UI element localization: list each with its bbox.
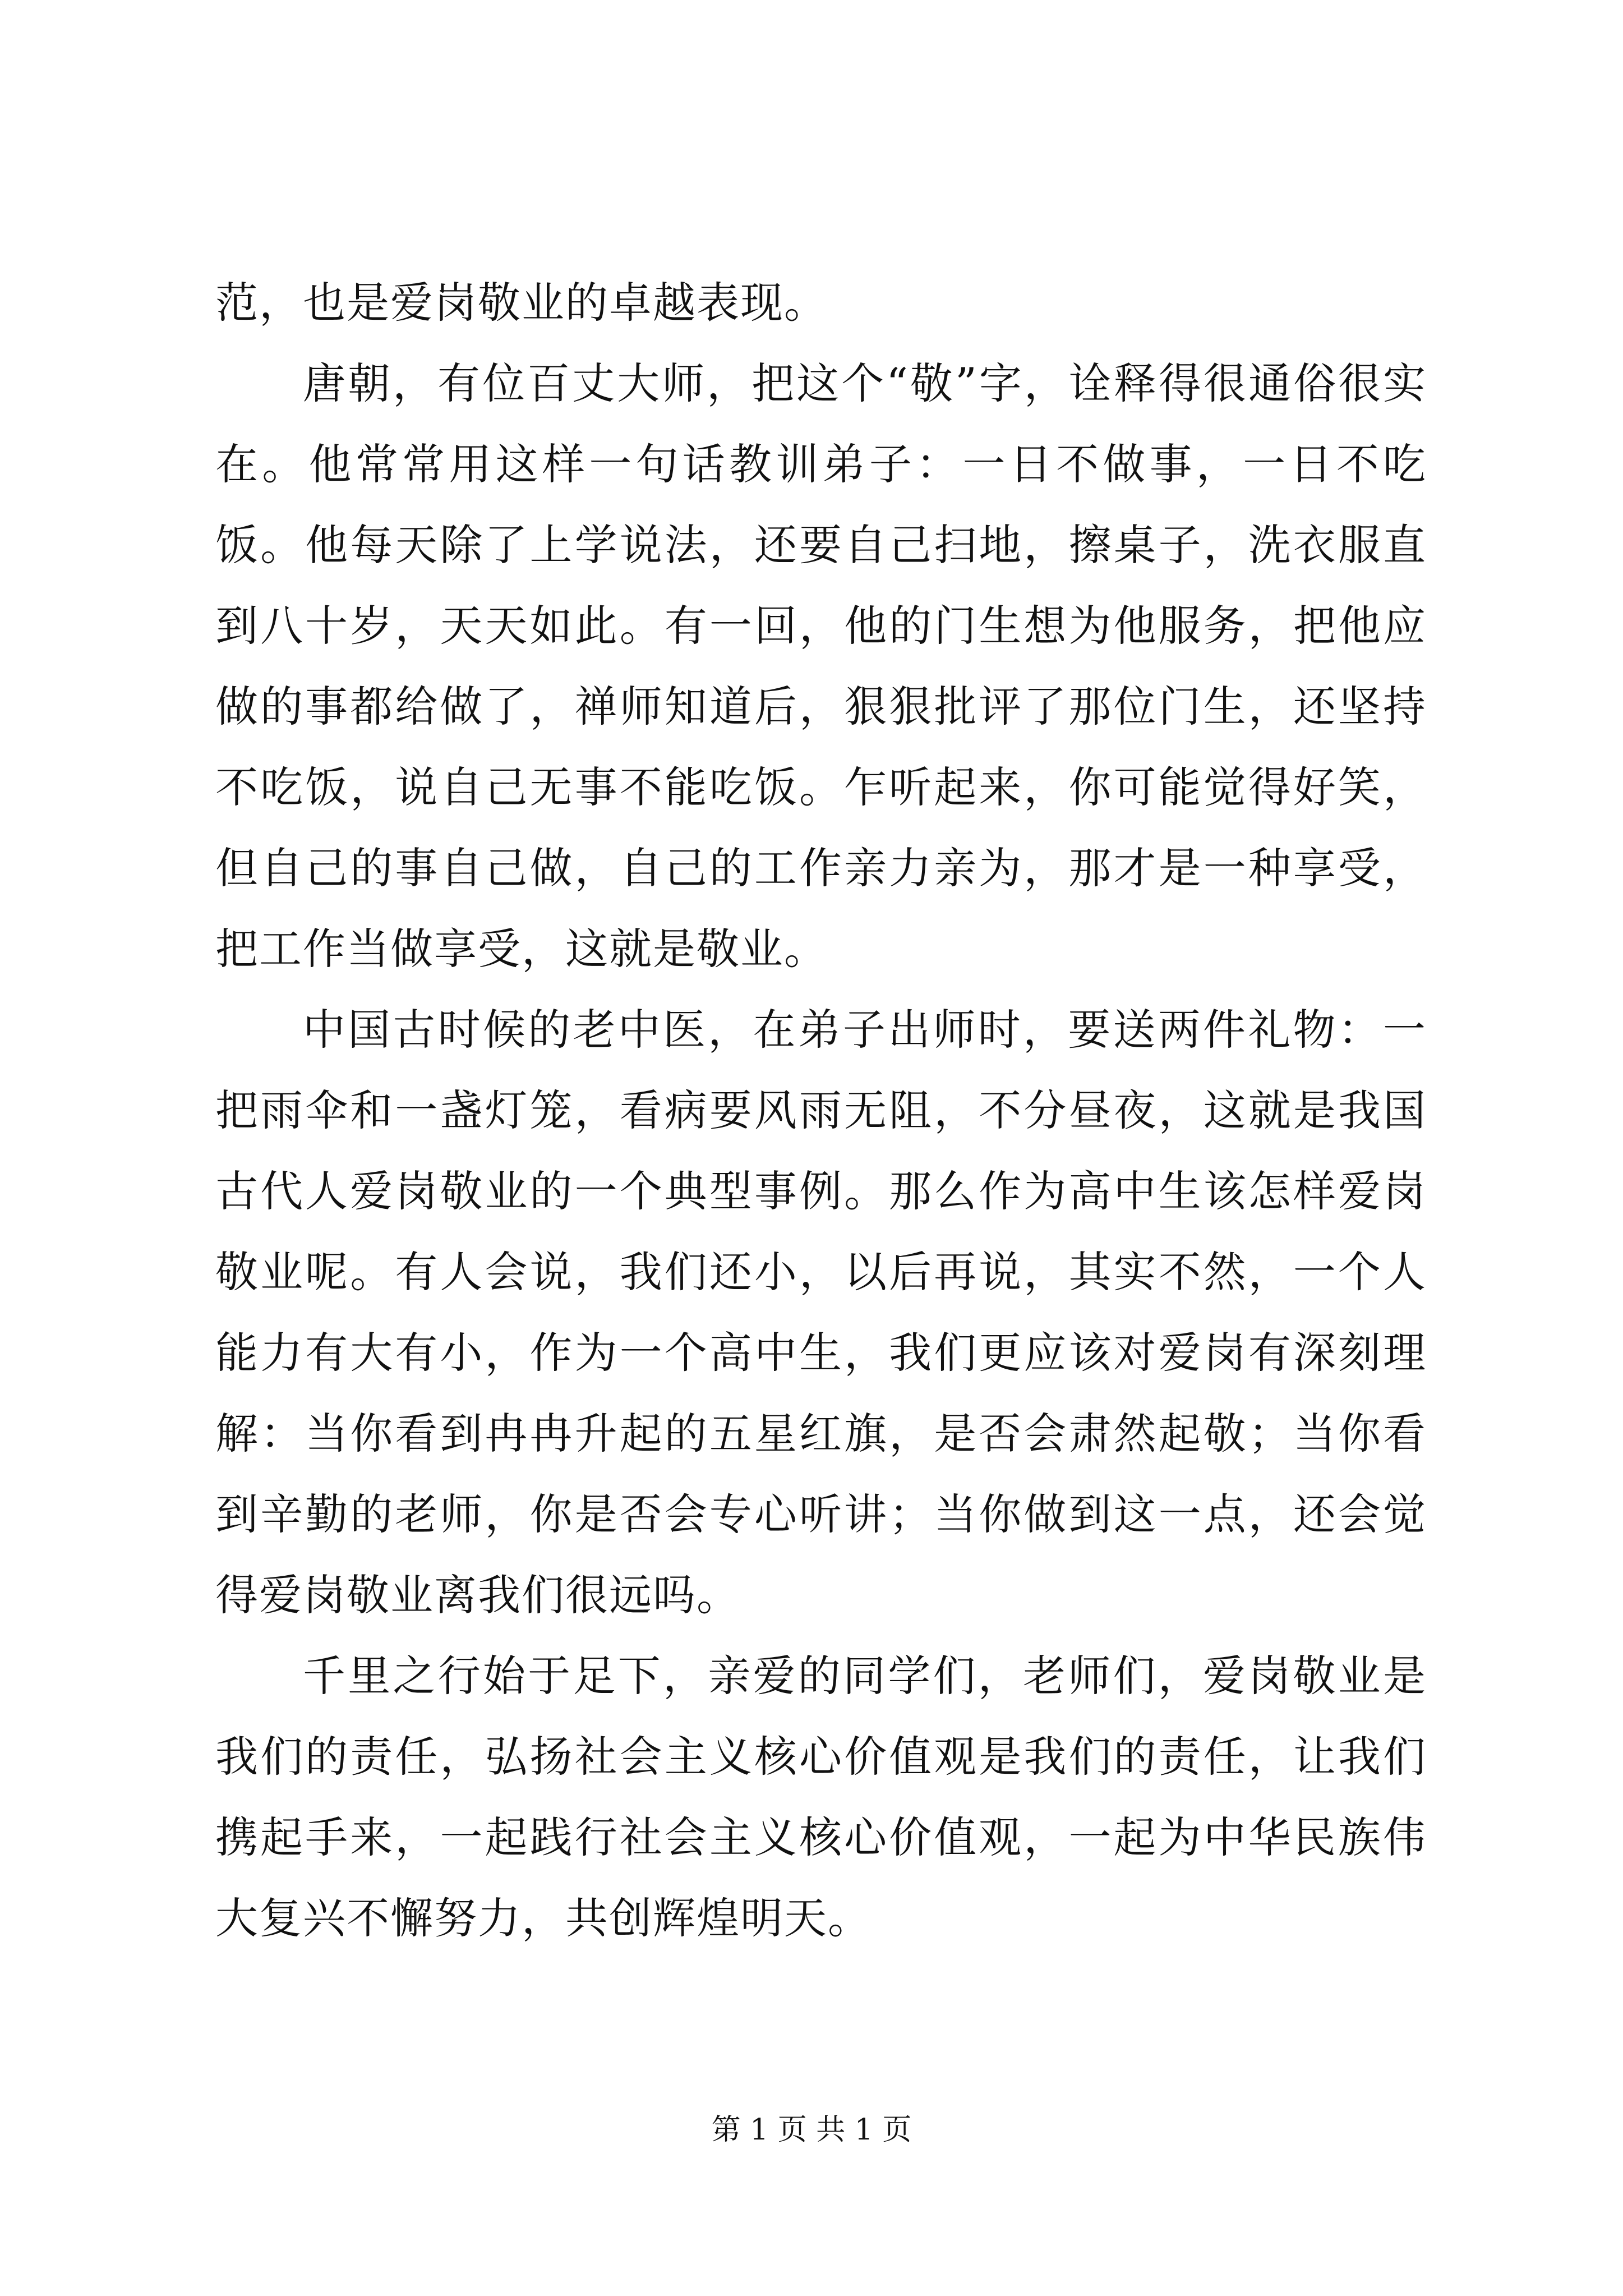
document-body bbox=[215, 263, 1427, 1959]
page-number-label: 第 1 页 共 1 页 bbox=[711, 2113, 912, 2147]
paragraph-3: 中国古时候的老中医，在弟子出师时，要送两件礼物：一把雨伞和一盏灯笼，看病要风雨无阻，不分昼夜，这就是我国古代人爱岗敬业的一个典型事例。那么作为高中生该怎样爱岗敬业呢。有人会说，我们还小，以后再说，其实不然，一个人能力有大有小，作为一个高中生，我们更应该对爱岗有深刻理解：当你看到冉冉升起的五星红旗，是否会肃然起敬；当你看到辛勤的老师，你是否会专心听讲；当你做到这一点，还会觉得爱岗敬业离我们很远吗。 bbox=[215, 1005, 1427, 1620]
paragraph-1: 范，也是爱岗敬业的卓越表现。 bbox=[215, 278, 828, 328]
paragraph-2: 唐朝，有位百丈大师，把这个“敬”字，诠释得很通俗很实在。他常常用这样一句话教训弟子：一日不做事，一日不吃饭。他每天除了上学说法，还要自己扫地，擦桌子，洗衣服直到八十岁，天天如此。有一回，他的门生想为他服务，把他应做的事都给做了，禅师知道后，狠狠批评了那位门生，还坚持不吃饭，说自己无事不能吃饭。乍听起来，你可能觉得好笑，但自己的事自己做，自己的工作亲力亲为，那才是一种享受，把工作当做享受，这就是敬业。 bbox=[215, 358, 1427, 974]
paragraph-4: 千里之行始于足下，亲爱的同学们，老师们，爱岗敬业是我们的责任，弘扬社会主义核心价值观是我们的责任，让我们携起手来，一起践行社会主义核心价值观，一起为中华民族伟大复兴不懈努力，共创辉煌明天。 bbox=[215, 1651, 1427, 1943]
page-footer bbox=[0, 2110, 1623, 2150]
